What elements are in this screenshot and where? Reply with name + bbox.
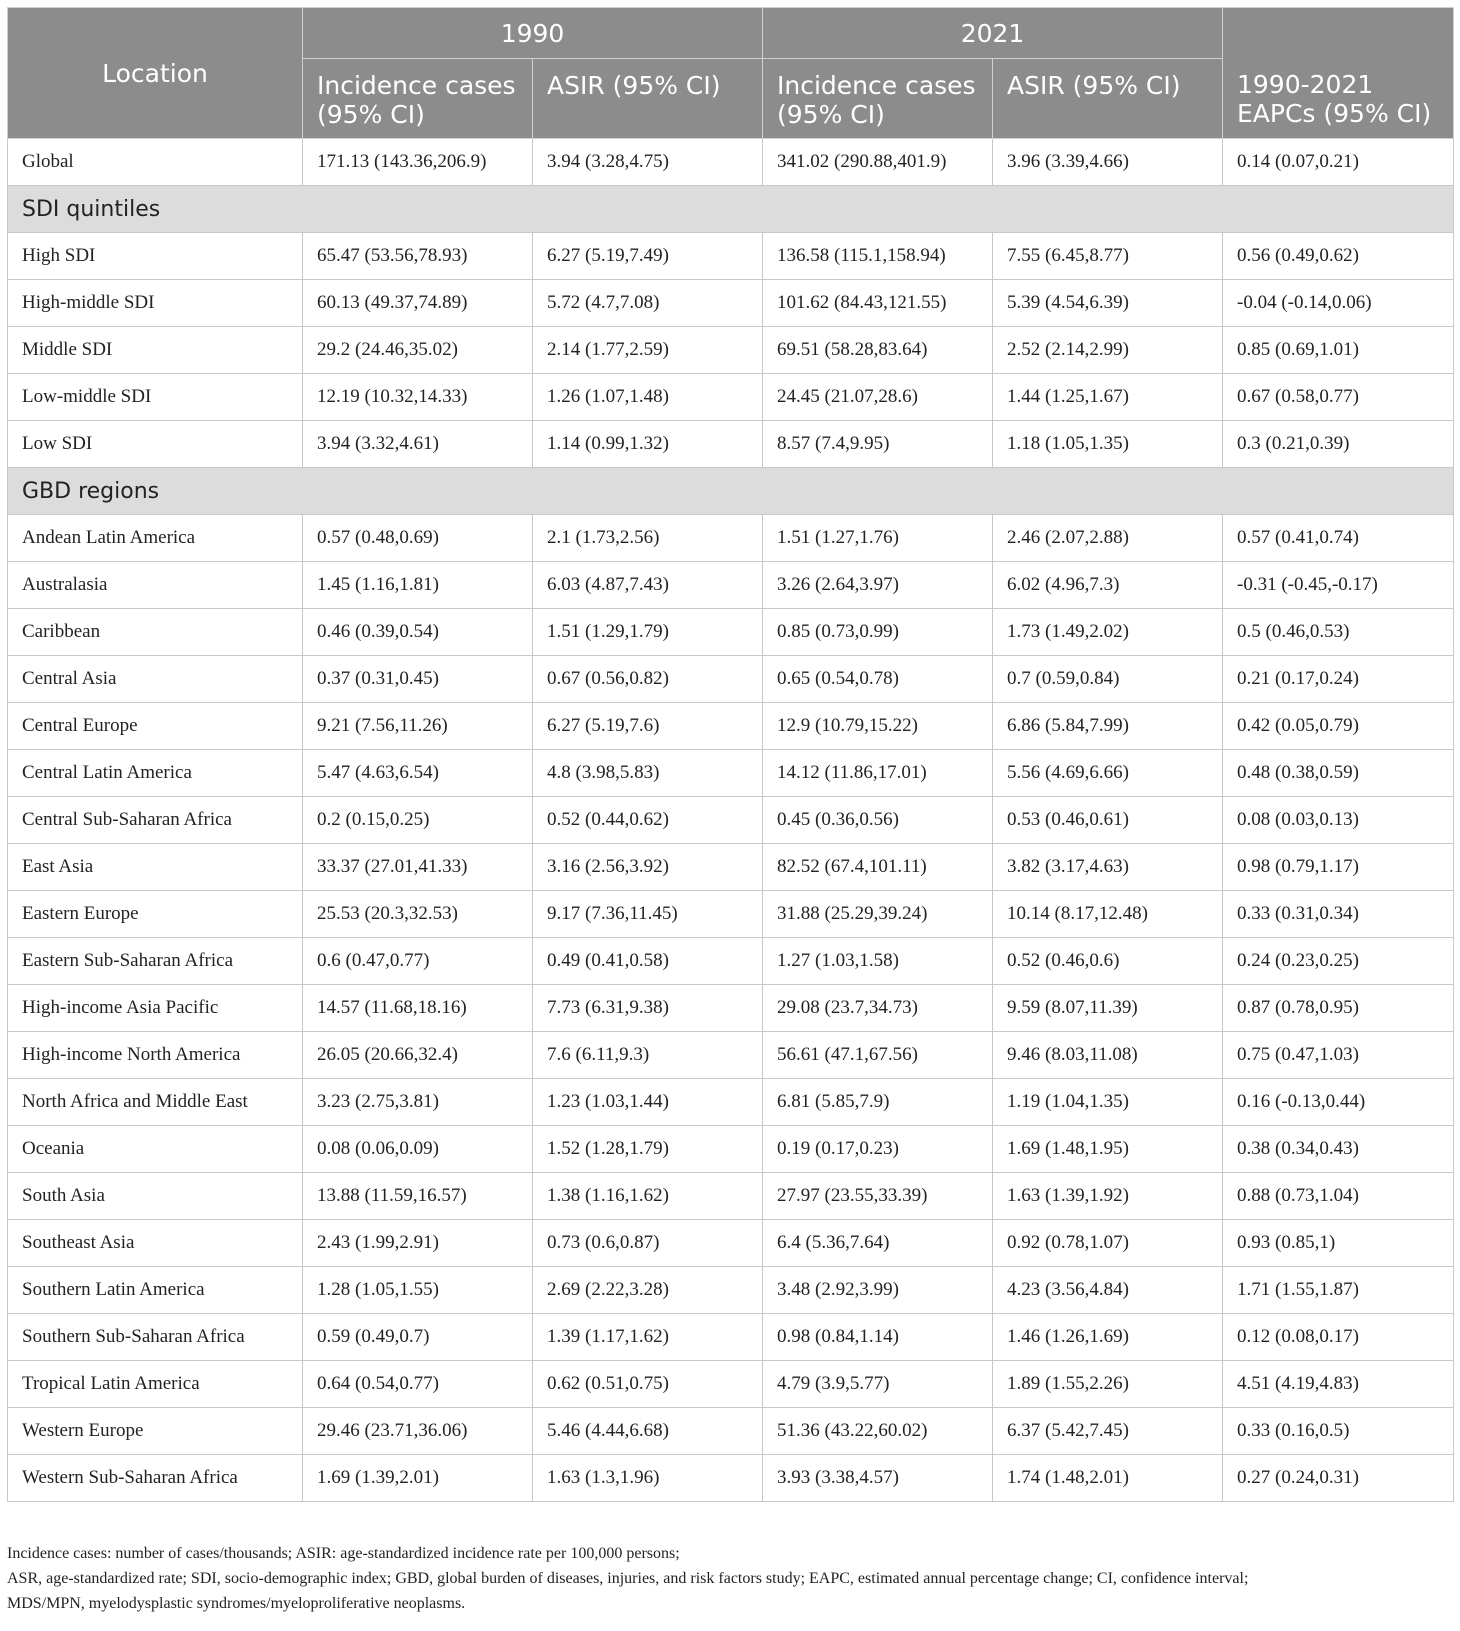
cell-incidence-1990: 33.37 (27.01,41.33)	[303, 844, 533, 891]
table-row	[8, 1220, 1454, 1267]
cell-asir-2021: 3.96 (3.39,4.66)	[993, 139, 1223, 186]
cell-location: Central Europe	[8, 703, 303, 750]
cell-incidence-2021: 0.98 (0.84,1.14)	[763, 1314, 993, 1361]
cell-incidence-2021: 24.45 (21.07,28.6)	[763, 374, 993, 421]
cell-asir-2021: 6.02 (4.96,7.3)	[993, 562, 1223, 609]
cell-asir-1990: 2.14 (1.77,2.59)	[533, 327, 763, 374]
cell-location: Central Latin America	[8, 750, 303, 797]
footnote-line: MDS/MPN, myelodysplastic syndromes/myeloproliferative neoplasms.	[7, 1595, 466, 1612]
cell-incidence-2021: 27.97 (23.55,33.39)	[763, 1173, 993, 1220]
table-row	[8, 374, 1454, 421]
cell-incidence-1990: 3.94 (3.32,4.61)	[303, 421, 533, 468]
table-row	[8, 1361, 1454, 1408]
cell-asir-1990: 5.72 (4.7,7.08)	[533, 280, 763, 327]
cell-eapc: 0.56 (0.49,0.62)	[1223, 233, 1454, 280]
cell-location: Eastern Europe	[8, 891, 303, 938]
table-row	[8, 280, 1454, 327]
cell-eapc: -0.04 (-0.14,0.06)	[1223, 280, 1454, 327]
header-year-2021: 2021	[763, 8, 1223, 59]
cell-asir-2021: 1.46 (1.26,1.69)	[993, 1314, 1223, 1361]
table-row	[8, 1267, 1454, 1314]
cell-asir-2021: 1.19 (1.04,1.35)	[993, 1079, 1223, 1126]
cell-asir-2021: 0.53 (0.46,0.61)	[993, 797, 1223, 844]
table-row	[8, 1314, 1454, 1361]
cell-incidence-2021: 341.02 (290.88,401.9)	[763, 139, 993, 186]
cell-location: High-middle SDI	[8, 280, 303, 327]
table-row	[8, 1173, 1454, 1220]
cell-asir-2021: 1.69 (1.48,1.95)	[993, 1126, 1223, 1173]
cell-incidence-1990: 29.46 (23.71,36.06)	[303, 1408, 533, 1455]
cell-eapc: 0.3 (0.21,0.39)	[1223, 421, 1454, 468]
incidence-table	[7, 7, 1454, 1502]
cell-incidence-2021: 136.58 (115.1,158.94)	[763, 233, 993, 280]
cell-asir-1990: 6.27 (5.19,7.6)	[533, 703, 763, 750]
cell-incidence-1990: 29.2 (24.46,35.02)	[303, 327, 533, 374]
table-body	[8, 139, 1454, 1502]
cell-eapc: 0.33 (0.31,0.34)	[1223, 891, 1454, 938]
group-row-gbd	[8, 468, 1454, 515]
table-row	[8, 1408, 1454, 1455]
cell-location: High-income North America	[8, 1032, 303, 1079]
table-header	[8, 8, 1454, 139]
cell-incidence-2021: 56.61 (47.1,67.56)	[763, 1032, 993, 1079]
cell-asir-1990: 1.63 (1.3,1.96)	[533, 1455, 763, 1502]
cell-eapc: 0.42 (0.05,0.79)	[1223, 703, 1454, 750]
table-row	[8, 327, 1454, 374]
cell-asir-2021: 5.56 (4.69,6.66)	[993, 750, 1223, 797]
cell-incidence-2021: 14.12 (11.86,17.01)	[763, 750, 993, 797]
cell-asir-2021: 0.7 (0.59,0.84)	[993, 656, 1223, 703]
cell-asir-1990: 1.39 (1.17,1.62)	[533, 1314, 763, 1361]
cell-eapc: 0.21 (0.17,0.24)	[1223, 656, 1454, 703]
cell-incidence-1990: 0.59 (0.49,0.7)	[303, 1314, 533, 1361]
cell-asir-1990: 1.26 (1.07,1.48)	[533, 374, 763, 421]
cell-incidence-1990: 9.21 (7.56,11.26)	[303, 703, 533, 750]
cell-incidence-2021: 0.65 (0.54,0.78)	[763, 656, 993, 703]
cell-eapc: 4.51 (4.19,4.83)	[1223, 1361, 1454, 1408]
group-row-sdi	[8, 186, 1454, 233]
cell-asir-1990: 3.16 (2.56,3.92)	[533, 844, 763, 891]
cell-asir-1990: 7.6 (6.11,9.3)	[533, 1032, 763, 1079]
cell-asir-1990: 3.94 (3.28,4.75)	[533, 139, 763, 186]
cell-asir-1990: 1.52 (1.28,1.79)	[533, 1126, 763, 1173]
cell-asir-1990: 5.46 (4.44,6.68)	[533, 1408, 763, 1455]
footnote	[7, 1541, 1453, 1616]
header-asir-2021: ASIR (95% CI)	[993, 59, 1223, 139]
cell-asir-2021: 1.44 (1.25,1.67)	[993, 374, 1223, 421]
cell-asir-2021: 2.46 (2.07,2.88)	[993, 515, 1223, 562]
cell-eapc: 0.87 (0.78,0.95)	[1223, 985, 1454, 1032]
cell-incidence-2021: 1.27 (1.03,1.58)	[763, 938, 993, 985]
cell-asir-1990: 0.73 (0.6,0.87)	[533, 1220, 763, 1267]
cell-eapc: 0.16 (-0.13,0.44)	[1223, 1079, 1454, 1126]
table-row	[8, 891, 1454, 938]
cell-incidence-1990: 0.57 (0.48,0.69)	[303, 515, 533, 562]
table-row	[8, 985, 1454, 1032]
header-incidence-1990: Incidence cases (95% CI)	[303, 59, 533, 139]
cell-asir-1990: 1.14 (0.99,1.32)	[533, 421, 763, 468]
table-row	[8, 1455, 1454, 1502]
cell-asir-1990: 1.51 (1.29,1.79)	[533, 609, 763, 656]
cell-location: Caribbean	[8, 609, 303, 656]
cell-location: Tropical Latin America	[8, 1361, 303, 1408]
cell-location: Australasia	[8, 562, 303, 609]
cell-asir-1990: 0.67 (0.56,0.82)	[533, 656, 763, 703]
header-location: Location	[8, 8, 303, 139]
cell-incidence-2021: 6.81 (5.85,7.9)	[763, 1079, 993, 1126]
footnote-line: Incidence cases: number of cases/thousands; ASIR: age-standardized incidence rate per 100,000 persons;	[7, 1545, 680, 1562]
cell-asir-1990: 4.8 (3.98,5.83)	[533, 750, 763, 797]
cell-location: Southern Sub-Saharan Africa	[8, 1314, 303, 1361]
cell-incidence-1990: 0.2 (0.15,0.25)	[303, 797, 533, 844]
cell-asir-1990: 7.73 (6.31,9.38)	[533, 985, 763, 1032]
cell-incidence-2021: 3.26 (2.64,3.97)	[763, 562, 993, 609]
cell-asir-1990: 2.1 (1.73,2.56)	[533, 515, 763, 562]
cell-asir-2021: 1.89 (1.55,2.26)	[993, 1361, 1223, 1408]
cell-incidence-1990: 2.43 (1.99,2.91)	[303, 1220, 533, 1267]
cell-eapc: 1.71 (1.55,1.87)	[1223, 1267, 1454, 1314]
cell-incidence-1990: 0.64 (0.54,0.77)	[303, 1361, 533, 1408]
cell-eapc: 0.14 (0.07,0.21)	[1223, 139, 1454, 186]
cell-asir-2021: 7.55 (6.45,8.77)	[993, 233, 1223, 280]
cell-asir-2021: 1.18 (1.05,1.35)	[993, 421, 1223, 468]
cell-eapc: -0.31 (-0.45,-0.17)	[1223, 562, 1454, 609]
cell-asir-1990: 1.23 (1.03,1.44)	[533, 1079, 763, 1126]
table-row	[8, 233, 1454, 280]
header-eapc: 1990-2021 EAPCs (95% CI)	[1223, 8, 1454, 139]
cell-asir-2021: 1.73 (1.49,2.02)	[993, 609, 1223, 656]
table-container	[7, 7, 1453, 1502]
cell-eapc: 0.5 (0.46,0.53)	[1223, 609, 1454, 656]
table-row	[8, 703, 1454, 750]
header-asir-1990: ASIR (95% CI)	[533, 59, 763, 139]
cell-incidence-2021: 31.88 (25.29,39.24)	[763, 891, 993, 938]
group-label-gbd: GBD regions	[8, 468, 1454, 515]
header-incidence-2021: Incidence cases (95% CI)	[763, 59, 993, 139]
cell-incidence-2021: 51.36 (43.22,60.02)	[763, 1408, 993, 1455]
cell-eapc: 0.24 (0.23,0.25)	[1223, 938, 1454, 985]
cell-asir-2021: 0.52 (0.46,0.6)	[993, 938, 1223, 985]
cell-incidence-1990: 171.13 (143.36,206.9)	[303, 139, 533, 186]
cell-incidence-1990: 26.05 (20.66,32.4)	[303, 1032, 533, 1079]
table-row	[8, 797, 1454, 844]
table-row	[8, 1079, 1454, 1126]
cell-incidence-1990: 1.45 (1.16,1.81)	[303, 562, 533, 609]
cell-asir-1990: 6.03 (4.87,7.43)	[533, 562, 763, 609]
cell-incidence-1990: 5.47 (4.63,6.54)	[303, 750, 533, 797]
cell-location: High-income Asia Pacific	[8, 985, 303, 1032]
cell-incidence-1990: 1.69 (1.39,2.01)	[303, 1455, 533, 1502]
cell-eapc: 0.88 (0.73,1.04)	[1223, 1173, 1454, 1220]
cell-incidence-1990: 0.08 (0.06,0.09)	[303, 1126, 533, 1173]
cell-location: Low SDI	[8, 421, 303, 468]
cell-asir-1990: 0.49 (0.41,0.58)	[533, 938, 763, 985]
table-row	[8, 562, 1454, 609]
cell-asir-1990: 9.17 (7.36,11.45)	[533, 891, 763, 938]
cell-asir-1990: 6.27 (5.19,7.49)	[533, 233, 763, 280]
table-row	[8, 609, 1454, 656]
cell-incidence-1990: 65.47 (53.56,78.93)	[303, 233, 533, 280]
table-row	[8, 1032, 1454, 1079]
cell-eapc: 0.57 (0.41,0.74)	[1223, 515, 1454, 562]
cell-incidence-1990: 0.6 (0.47,0.77)	[303, 938, 533, 985]
cell-incidence-1990: 13.88 (11.59,16.57)	[303, 1173, 533, 1220]
cell-incidence-1990: 12.19 (10.32,14.33)	[303, 374, 533, 421]
cell-asir-2021: 4.23 (3.56,4.84)	[993, 1267, 1223, 1314]
cell-incidence-2021: 3.48 (2.92,3.99)	[763, 1267, 993, 1314]
cell-incidence-2021: 6.4 (5.36,7.64)	[763, 1220, 993, 1267]
cell-asir-2021: 0.92 (0.78,1.07)	[993, 1220, 1223, 1267]
cell-location: Middle SDI	[8, 327, 303, 374]
cell-incidence-2021: 82.52 (67.4,101.11)	[763, 844, 993, 891]
cell-location: Western Europe	[8, 1408, 303, 1455]
cell-location: North Africa and Middle East	[8, 1079, 303, 1126]
cell-eapc: 0.98 (0.79,1.17)	[1223, 844, 1454, 891]
cell-eapc: 0.12 (0.08,0.17)	[1223, 1314, 1454, 1361]
cell-eapc: 0.08 (0.03,0.13)	[1223, 797, 1454, 844]
cell-eapc: 0.85 (0.69,1.01)	[1223, 327, 1454, 374]
cell-incidence-2021: 3.93 (3.38,4.57)	[763, 1455, 993, 1502]
cell-asir-2021: 10.14 (8.17,12.48)	[993, 891, 1223, 938]
cell-incidence-2021: 29.08 (23.7,34.73)	[763, 985, 993, 1032]
cell-asir-2021: 1.74 (1.48,2.01)	[993, 1455, 1223, 1502]
cell-location: Low-middle SDI	[8, 374, 303, 421]
cell-location: East Asia	[8, 844, 303, 891]
cell-asir-2021: 1.63 (1.39,1.92)	[993, 1173, 1223, 1220]
cell-eapc: 0.33 (0.16,0.5)	[1223, 1408, 1454, 1455]
cell-incidence-1990: 3.23 (2.75,3.81)	[303, 1079, 533, 1126]
cell-incidence-2021: 0.19 (0.17,0.23)	[763, 1126, 993, 1173]
cell-location: Central Asia	[8, 656, 303, 703]
cell-asir-2021: 6.86 (5.84,7.99)	[993, 703, 1223, 750]
cell-incidence-2021: 101.62 (84.43,121.55)	[763, 280, 993, 327]
cell-location: Oceania	[8, 1126, 303, 1173]
cell-location: Andean Latin America	[8, 515, 303, 562]
cell-asir-1990: 0.62 (0.51,0.75)	[533, 1361, 763, 1408]
cell-incidence-1990: 1.28 (1.05,1.55)	[303, 1267, 533, 1314]
cell-location: Southeast Asia	[8, 1220, 303, 1267]
cell-location: South Asia	[8, 1173, 303, 1220]
cell-eapc: 0.75 (0.47,1.03)	[1223, 1032, 1454, 1079]
cell-location: Central Sub-Saharan Africa	[8, 797, 303, 844]
cell-asir-2021: 6.37 (5.42,7.45)	[993, 1408, 1223, 1455]
cell-asir-1990: 2.69 (2.22,3.28)	[533, 1267, 763, 1314]
cell-location: Global	[8, 139, 303, 186]
cell-eapc: 0.93 (0.85,1)	[1223, 1220, 1454, 1267]
table-row-global	[8, 139, 1454, 186]
table-row	[8, 421, 1454, 468]
cell-eapc: 0.27 (0.24,0.31)	[1223, 1455, 1454, 1502]
cell-incidence-2021: 69.51 (58.28,83.64)	[763, 327, 993, 374]
cell-asir-2021: 3.82 (3.17,4.63)	[993, 844, 1223, 891]
cell-location: Southern Latin America	[8, 1267, 303, 1314]
table-row	[8, 750, 1454, 797]
cell-asir-2021: 2.52 (2.14,2.99)	[993, 327, 1223, 374]
cell-incidence-1990: 0.37 (0.31,0.45)	[303, 656, 533, 703]
cell-incidence-1990: 0.46 (0.39,0.54)	[303, 609, 533, 656]
cell-incidence-2021: 0.85 (0.73,0.99)	[763, 609, 993, 656]
table-row	[8, 844, 1454, 891]
cell-incidence-2021: 4.79 (3.9,5.77)	[763, 1361, 993, 1408]
cell-incidence-2021: 8.57 (7.4,9.95)	[763, 421, 993, 468]
table-row	[8, 515, 1454, 562]
cell-incidence-1990: 14.57 (11.68,18.16)	[303, 985, 533, 1032]
table-row	[8, 656, 1454, 703]
cell-incidence-1990: 25.53 (20.3,32.53)	[303, 891, 533, 938]
cell-incidence-2021: 0.45 (0.36,0.56)	[763, 797, 993, 844]
table-row	[8, 938, 1454, 985]
header-year-1990: 1990	[303, 8, 763, 59]
cell-incidence-2021: 12.9 (10.79,15.22)	[763, 703, 993, 750]
cell-eapc: 0.38 (0.34,0.43)	[1223, 1126, 1454, 1173]
cell-asir-2021: 9.59 (8.07,11.39)	[993, 985, 1223, 1032]
cell-asir-1990: 1.38 (1.16,1.62)	[533, 1173, 763, 1220]
cell-asir-1990: 0.52 (0.44,0.62)	[533, 797, 763, 844]
cell-eapc: 0.48 (0.38,0.59)	[1223, 750, 1454, 797]
cell-eapc: 0.67 (0.58,0.77)	[1223, 374, 1454, 421]
cell-location: High SDI	[8, 233, 303, 280]
cell-incidence-1990: 60.13 (49.37,74.89)	[303, 280, 533, 327]
table-row	[8, 1126, 1454, 1173]
footnote-line: ASR, age-standardized rate; SDI, socio-demographic index; GBD, global burden of diseases, injuries, and risk factors study; EAPC, estimated annual percentage change; CI, confidence interval;	[7, 1570, 1249, 1587]
group-label-sdi: SDI quintiles	[8, 186, 1454, 233]
cell-incidence-2021: 1.51 (1.27,1.76)	[763, 515, 993, 562]
cell-asir-2021: 9.46 (8.03,11.08)	[993, 1032, 1223, 1079]
cell-asir-2021: 5.39 (4.54,6.39)	[993, 280, 1223, 327]
cell-location: Eastern Sub-Saharan Africa	[8, 938, 303, 985]
cell-location: Western Sub-Saharan Africa	[8, 1455, 303, 1502]
